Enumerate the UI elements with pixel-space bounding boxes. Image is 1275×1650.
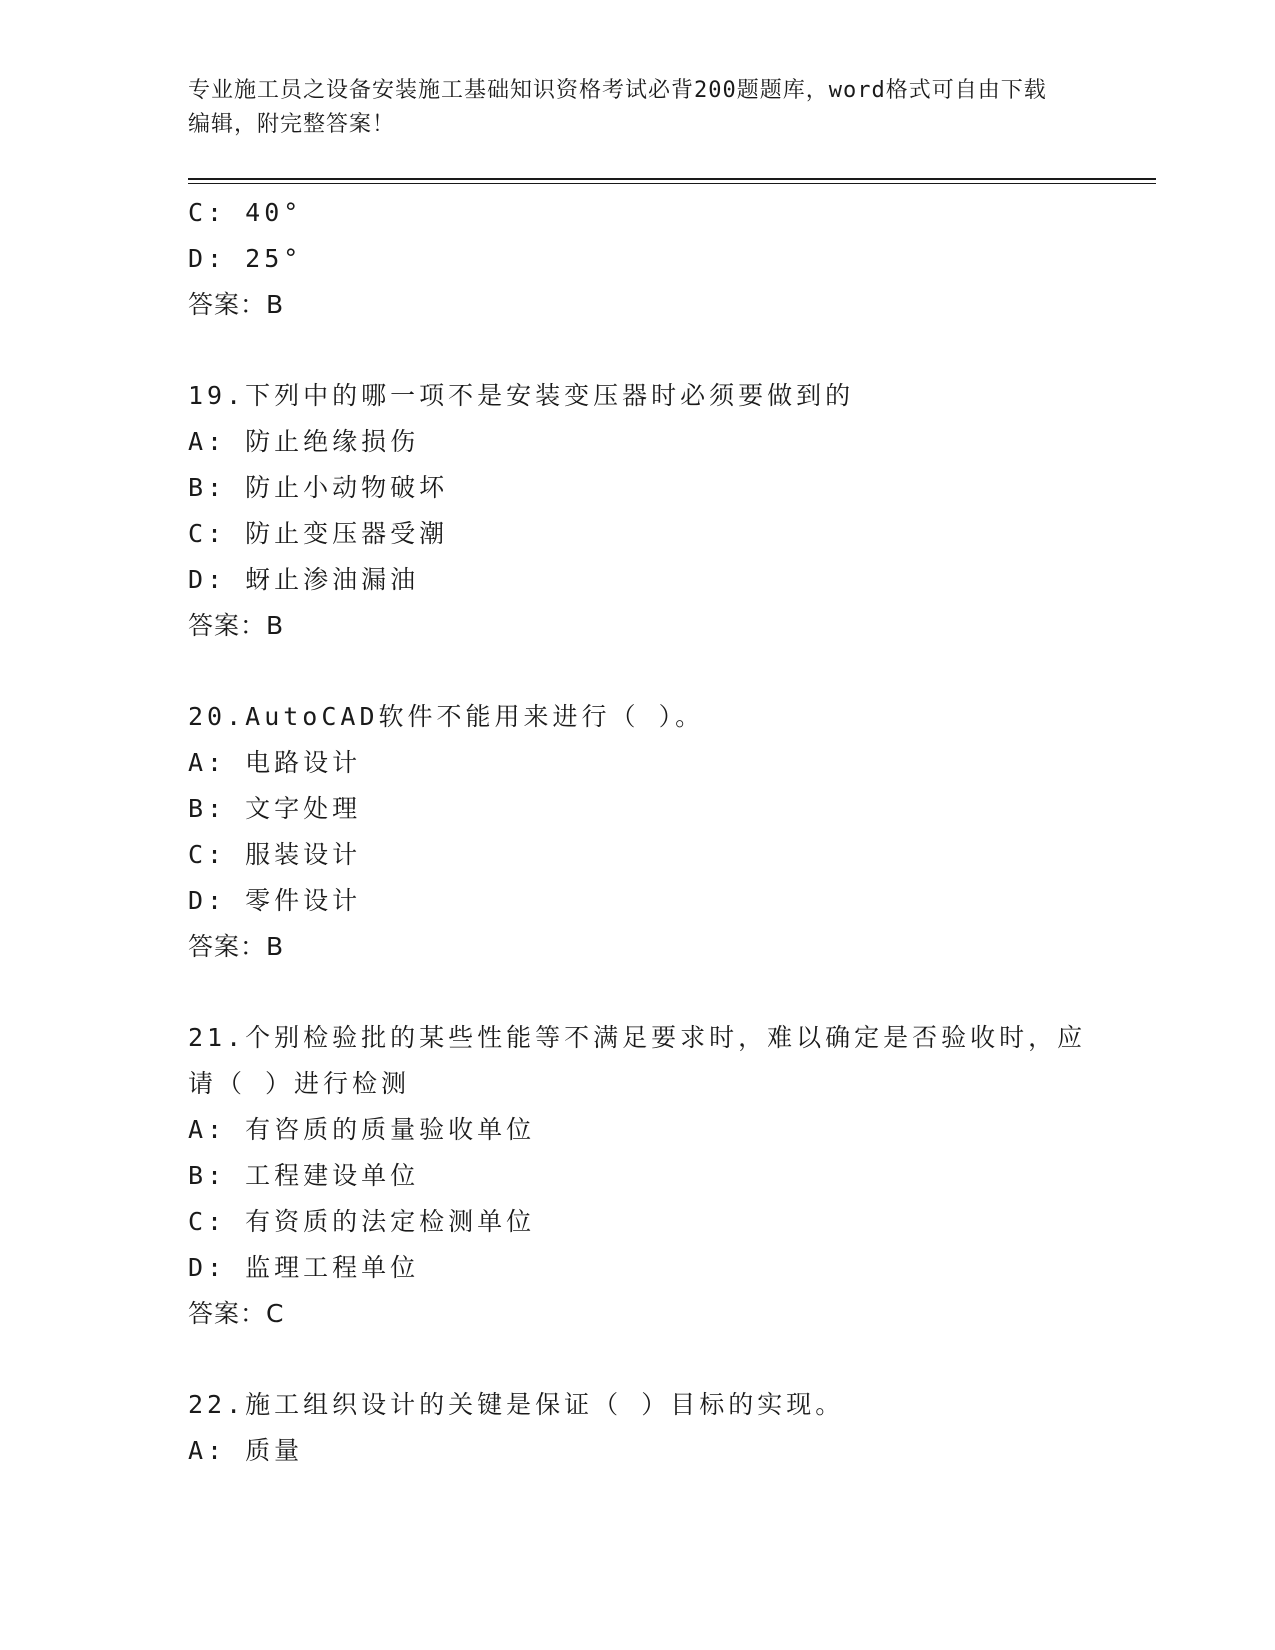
option-c: C: 有资质的法定检测单位 [188, 1207, 536, 1236]
answer-line: 答案：C [188, 1299, 285, 1328]
option-a: A: 电路设计 [188, 748, 362, 777]
option-a: A: 防止绝缘损伤 [188, 427, 420, 456]
header-title: 专业施工员之设备安装施工基础知识资格考试必背200题题库，word格式可自由下载编辑，附完整答案！ [188, 78, 1047, 137]
option-c: C: 防止变压器受潮 [188, 519, 449, 548]
option-b: B: 防止小动物破坏 [188, 473, 449, 502]
question-21 [188, 1015, 1088, 1337]
option-d: D: 零件设计 [188, 886, 362, 915]
question-stem: 20.AutoCAD软件不能用来进行（ ）。 [188, 702, 705, 731]
question-stem: 21.个别检验批的某些性能等不满足要求时，难以确定是否验收时，应请（ ）进行检测 [188, 1023, 1087, 1098]
question-19 [188, 373, 1088, 649]
option-a: A: 质量 [188, 1436, 304, 1465]
option-d: D: 监理工程单位 [188, 1253, 420, 1282]
option-a: A: 有咨质的质量验收单位 [188, 1115, 536, 1144]
option-d: D: 25° [188, 244, 303, 273]
question-content [188, 190, 1088, 1474]
header-divider [188, 178, 1156, 180]
document-header [188, 74, 1068, 142]
question-fragment [188, 190, 1088, 328]
question-stem: 19.下列中的哪一项不是安装变压器时必须要做到的 [188, 381, 855, 410]
question-22 [188, 1382, 1088, 1474]
option-c: C: 40° [188, 198, 303, 227]
option-b: B: 文字处理 [188, 794, 362, 823]
answer-line: 答案：B [188, 290, 285, 319]
option-c: C: 服装设计 [188, 840, 362, 869]
answer-line: 答案：B [188, 611, 285, 640]
question-20 [188, 694, 1088, 970]
question-stem: 22.施工组织设计的关键是保证（ ）目标的实现。 [188, 1390, 845, 1419]
answer-line: 答案：B [188, 932, 285, 961]
option-b: B: 工程建设单位 [188, 1161, 420, 1190]
header-divider-thin [188, 183, 1156, 184]
option-d: D: 蚜止渗油漏油 [188, 565, 420, 594]
